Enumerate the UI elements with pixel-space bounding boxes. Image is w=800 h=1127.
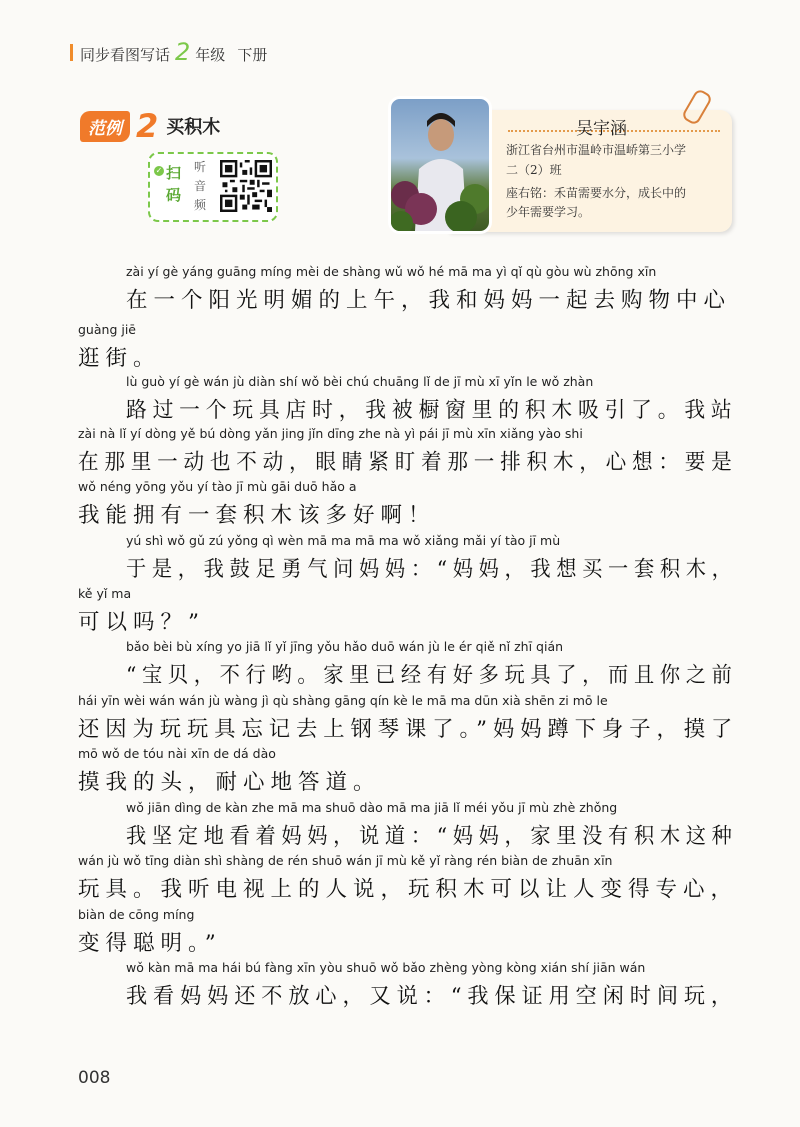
- motto-line: 座右铭：禾苗需要水分，成长中的: [506, 186, 687, 200]
- pinyin-line: wǒ kàn mā ma hái bú fàng xīn yòu shuō wǒ bǎo zhèng yòng kòng xián shí jiān wán: [126, 960, 646, 975]
- text-line: 还因为玩玩具忘记去上钢琴课了。”妈妈蹲下身子，摸了: [78, 717, 739, 742]
- pinyin-line: zài yí gè yáng guāng míng mèi de shàng wǔ wǒ hé mā ma yì qǐ qù gòu wù zhōng xīn: [126, 264, 657, 279]
- text-line: 逛街。: [78, 346, 161, 371]
- text-line: 玩具。我听电视上的人说，玩积木可以让人变得专心，: [78, 877, 739, 902]
- pinyin-line: wǒ jiān dìng de kàn zhe mā ma shuō dào mā ma jiā lǐ méi yǒu jī mù zhè zhǒng: [126, 800, 618, 815]
- text-line: “宝贝，不行哟。家里已经有好多玩具了，而且你之前: [126, 663, 738, 688]
- grade-number: 2: [175, 38, 191, 66]
- qr-code-icon[interactable]: [220, 159, 272, 213]
- pinyin-line: wǒ néng yōng yǒu yí tào jī mù gāi duō hǎo a: [78, 479, 357, 494]
- school-line: 浙江省台州市温岭市温峤第三小学: [506, 143, 687, 157]
- volume-label: 下册: [237, 46, 268, 64]
- text-line: 我坚定地看着妈妈，说道：“妈妈，家里没有积木这种: [126, 824, 738, 849]
- motto-line: 少年需要学习。: [506, 205, 591, 219]
- student-name: 吴宇涵: [576, 119, 627, 139]
- text-line: 我能拥有一套积木该多好啊！: [78, 503, 436, 528]
- pinyin-line: yú shì wǒ gǔ zú yǒng qì wèn mā ma mā ma wǒ xiǎng mǎi yí tào jī mù: [126, 533, 561, 548]
- page-number: 008: [78, 1068, 111, 1088]
- pinyin-line: kě yǐ ma: [78, 586, 132, 601]
- example-heading: [80, 107, 221, 145]
- pinyin-line: hái yīn wèi wán wán jù wàng jì qù shàng gāng qín kè le mā ma dūn xià shēn zi mō le: [78, 693, 608, 708]
- student-motto: [506, 184, 722, 222]
- pinyin-line: lù guò yí gè wán jù diàn shí wǒ bèi chú chuāng lǐ de jī mù xī yǐn le wǒ zhàn: [126, 374, 594, 389]
- book-title: 同步看图写话: [80, 46, 171, 64]
- pinyin-line: zài nà lǐ yí dòng yě bú dòng yǎn jing jǐn dīng zhe nà yì pái jī mù xīn xiǎng yào shi: [78, 426, 583, 441]
- text-line: 在那里一动也不动，眼睛紧盯着那一排积木，心想：要是: [78, 450, 738, 475]
- example-number: 2: [136, 107, 159, 145]
- pinyin-line: mō wǒ de tóu nài xīn de dá dào: [78, 746, 276, 761]
- pinyin-line: biàn de cōng míng: [78, 907, 195, 922]
- student-portrait-icon: [391, 99, 489, 231]
- class-line: 二（2）班: [506, 163, 562, 177]
- pinyin-line: guàng jiē: [78, 322, 136, 337]
- student-profile-card: [388, 96, 734, 238]
- example-label: 范例: [80, 111, 130, 142]
- text-line: 摸我的头，耐心地答道。: [78, 770, 381, 795]
- check-icon: ✓: [155, 166, 163, 175]
- student-photo: [388, 96, 492, 234]
- grade-label: 年级: [195, 46, 226, 64]
- scan-label: 扫码: [166, 164, 182, 204]
- text-line: 于是，我鼓足勇气问妈妈：“妈妈，我想买一套积木，: [126, 557, 738, 582]
- student-school: [506, 140, 722, 180]
- listen-audio-label: 听音频: [194, 160, 207, 212]
- text-line: 可以吗？”: [78, 610, 205, 635]
- scan-audio-box[interactable]: [148, 152, 278, 222]
- text-line: 变得聪明。”: [78, 931, 222, 956]
- text-line: 在一个阳光明媚的上午，我和妈妈一起去购物中心: [126, 288, 732, 313]
- text-line: 路过一个玩具店时，我被橱窗里的积木吸引了。我站: [126, 398, 738, 423]
- pinyin-line: wán jù wǒ tīng diàn shì shàng de rén shuō wán jī mù kě yǐ ràng rén biàn de zhuān xīn: [78, 853, 613, 868]
- pinyin-line: bǎo bèi bù xíng yo jiā lǐ yǐ jīng yǒu hǎo duō wán jù le ér qiě nǐ zhī qián: [126, 639, 564, 654]
- text-line: 我看妈妈还不放心，又说：“我保证用空闲时间玩，: [126, 984, 738, 1009]
- example-title: 买积木: [166, 117, 221, 138]
- running-header: [70, 40, 267, 65]
- header-accent-bar: [70, 44, 73, 61]
